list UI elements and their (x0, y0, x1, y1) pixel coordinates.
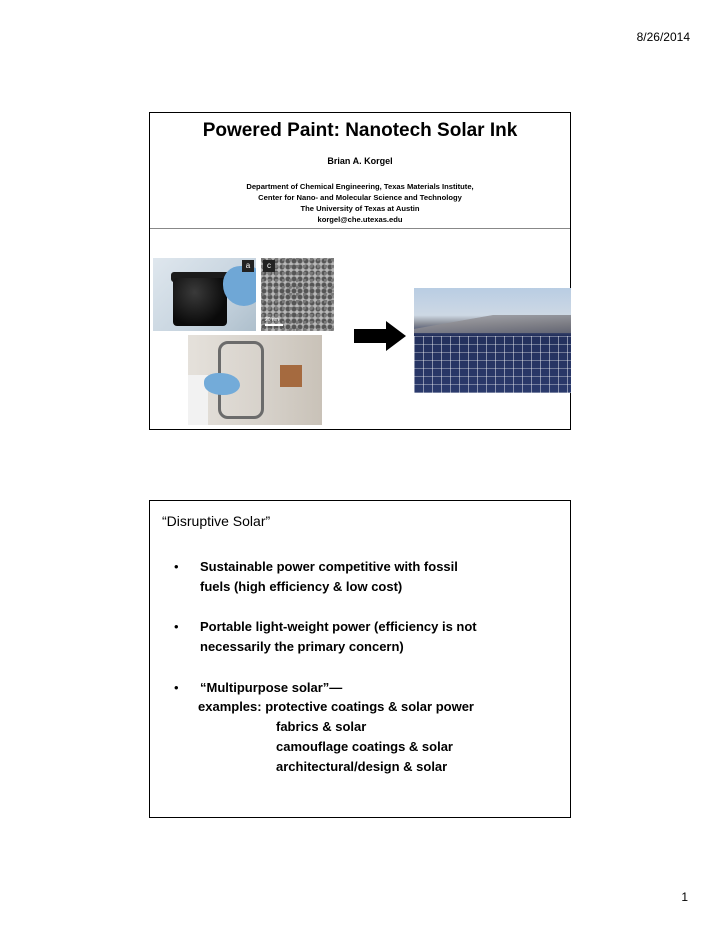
page-date: 8/26/2014 (636, 30, 690, 44)
title-slide (149, 112, 571, 430)
slide-title: Powered Paint: Nanotech Solar Ink (202, 120, 518, 141)
mountain-range (414, 315, 571, 333)
solar-farm-photo (414, 288, 571, 393)
bullet-line: fuels (high efficiency & low cost) (200, 579, 403, 594)
author-email: korgel@che.utexas.edu (317, 215, 403, 224)
spray-coating-photo (188, 335, 322, 425)
scale-label: 20 nm (265, 317, 279, 323)
panel-label-a: a (242, 260, 254, 272)
nanocrystal-micrograph (261, 258, 334, 331)
affiliation-line: Center for Nano- and Molecular Science and Technology (258, 193, 462, 202)
right-arrow-icon (354, 321, 406, 351)
solar-panel-array (414, 336, 571, 393)
bullet-line: Portable light-weight power (efficiency is not (200, 619, 477, 634)
scale-bar (265, 324, 283, 326)
author-name: Brian A. Korgel (327, 156, 393, 166)
bullet-dot-icon: • (174, 619, 179, 634)
glove-hand (204, 373, 240, 395)
divider (150, 228, 570, 229)
slide-title: “Disruptive Solar” (162, 513, 271, 529)
ink-jar-photo (153, 258, 256, 331)
coated-sample (280, 365, 302, 387)
panel-label-c: c (263, 260, 275, 272)
bullet-line: necessarily the primary concern) (200, 639, 404, 654)
bullet-line: Sustainable power competitive with fossil (200, 559, 458, 574)
bullet-dot-icon: • (174, 680, 179, 695)
page-number: 1 (681, 890, 688, 904)
glove-hand (223, 266, 256, 306)
ink-jar (173, 278, 227, 326)
example-item: fabrics & solar (276, 719, 367, 734)
affiliation-line: Department of Chemical Engineering, Texas Materials Institute, (246, 182, 474, 191)
affiliation-line: The University of Texas at Austin (300, 204, 420, 213)
content-slide (149, 500, 571, 818)
example-item: camouflage coatings & solar (276, 739, 453, 754)
bullet-dot-icon: • (174, 559, 179, 574)
bullet-line: “Multipurpose solar”— (200, 680, 343, 695)
example-item: architectural/design & solar (276, 759, 448, 774)
examples-list (198, 697, 474, 777)
affiliation-block (150, 181, 570, 225)
examples-heading: examples: protective coatings & solar power (198, 699, 474, 714)
